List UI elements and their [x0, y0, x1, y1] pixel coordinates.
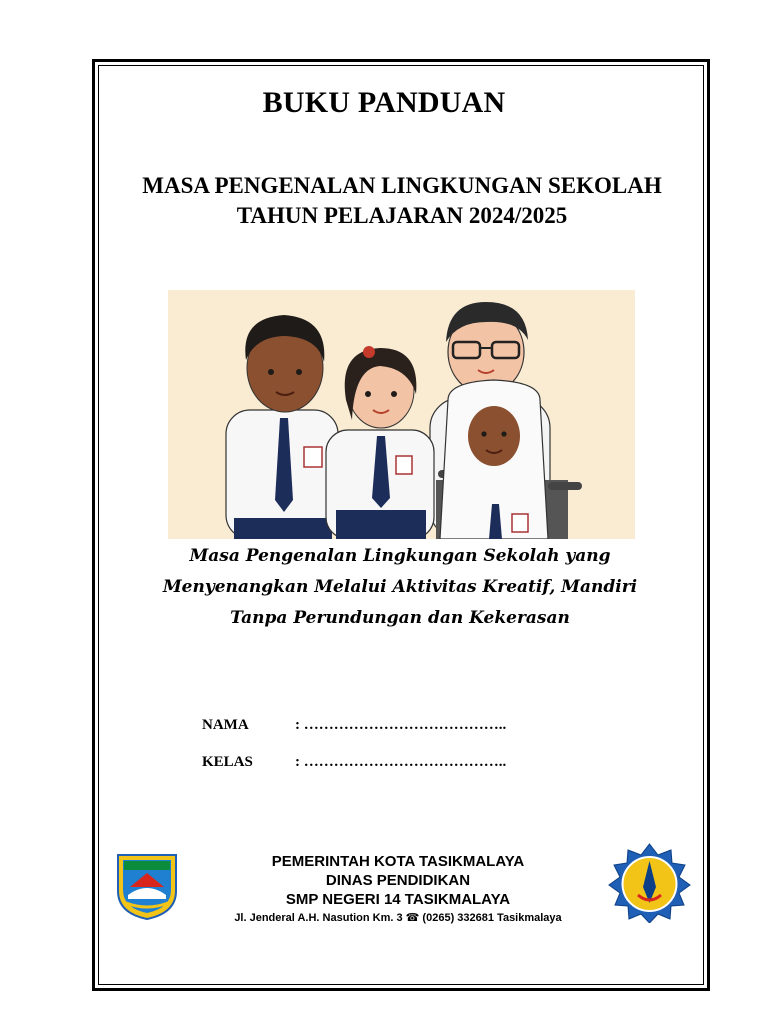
smp-negeri-14-logo-icon [608, 843, 691, 923]
tagline-line-3: Tanpa Perundungan dan Kekerasan [230, 608, 570, 628]
school-name: SMP NEGERI 14 TASIKMALAYA [285, 891, 511, 908]
nama-field[interactable]: : ………………………………….. [295, 717, 507, 733]
kelas-label: KELAS [202, 754, 253, 770]
gov-line-2: DINAS PENDIDIKAN [325, 872, 471, 889]
school-address: Jl. Jenderal A.H. Nasution Km. 3 ☎ (0265) 332681 Tasikmalaya [234, 912, 562, 924]
students-illustration [168, 290, 635, 539]
nama-label: NAMA [202, 717, 249, 733]
tagline-line-2: Menyenangkan Melalui Aktivitas Kreatif, Mandiri [162, 577, 638, 597]
gov-line-1: PEMERINTAH KOTA TASIKMALAYA [271, 853, 525, 870]
kelas-field[interactable]: : ………………………………….. [295, 754, 507, 770]
tagline-line-1: Masa Pengenalan Lingkungan Sekolah yang [189, 546, 611, 566]
subtitle-line-2: TAHUN PELAJARAN 2024/2025 [236, 203, 568, 228]
subtitle-line-1: MASA PENGENALAN LINGKUNGAN SEKOLAH [142, 173, 662, 198]
document-title: BUKU PANDUAN [262, 86, 506, 119]
